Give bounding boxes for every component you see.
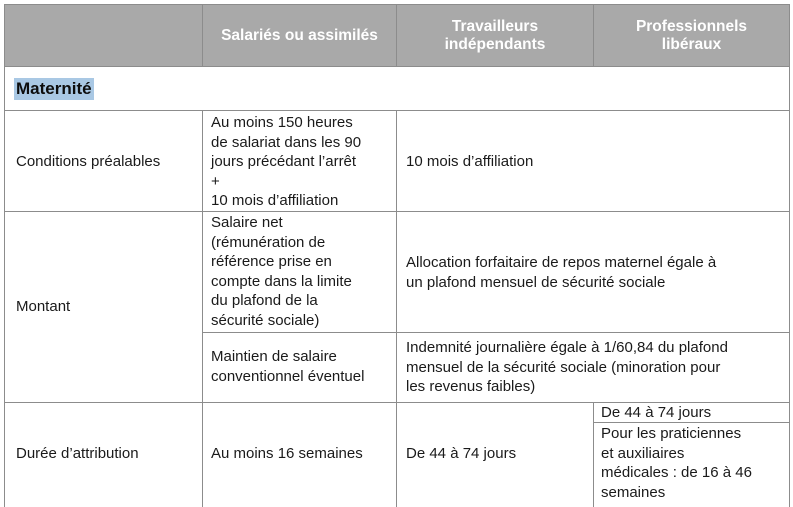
vline-col3-body — [593, 402, 594, 507]
montant-salaries-a-line: référence prise en — [211, 253, 332, 271]
header-liberaux-line1: Professionnels — [635, 17, 748, 35]
duree-liberaux-b-line: Pour les praticiennes — [601, 425, 742, 442]
montant-salaries-a-line: sécurité sociale) — [211, 311, 320, 329]
header-cell-salaries: Salariés ou assimilés — [203, 5, 396, 66]
duree-liberaux-b-line: et auxiliaires — [601, 444, 685, 462]
duree-liberaux-b-line: médicales : de 16 à 46 — [601, 464, 752, 482]
row-label-duree: Durée d’attribution — [16, 445, 139, 462]
header-liberaux-line2: libéraux — [661, 35, 722, 53]
hline-conditions-bottom — [4, 211, 790, 212]
duree-liberaux-b-line: semaines — [601, 483, 666, 501]
montant-salaries-a-line: compte dans la limite — [211, 272, 352, 290]
vline-col2-header — [396, 4, 397, 67]
montant-salaries-a-line: du plafond de la — [211, 292, 318, 310]
montant-salaries-a-line: Salaire net — [211, 214, 283, 231]
conditions-independants: 10 mois d’affiliation — [406, 153, 534, 170]
montant-independants-b-line: Indemnité journalière égale à 1/60,84 du plafond — [406, 339, 728, 356]
duree-liberaux-b — [601, 424, 752, 502]
duree-salaries: Au moins 16 semaines — [211, 445, 363, 462]
row-label-montant: Montant — [16, 298, 71, 315]
duree-liberaux-a: De 44 à 74 jours — [601, 404, 712, 421]
section-title-maternite: Maternité — [16, 79, 92, 98]
conditions-salaries-plus: + — [211, 172, 220, 190]
hline-header-bottom — [4, 66, 790, 67]
montant-salaries-a-line: (rémunération de — [211, 233, 326, 251]
conditions-salaries-line: 10 mois d’affiliation — [211, 192, 339, 210]
conditions-salaries-line: Au moins 150 heures — [211, 114, 353, 131]
conditions-salaries-line: de salariat dans les 90 — [211, 133, 362, 151]
vline-col1-body — [202, 110, 203, 507]
montant-salaries-a — [211, 213, 352, 331]
header-cell-independants — [397, 5, 593, 66]
hline-section-bottom — [4, 110, 790, 111]
table-border-top — [4, 4, 790, 5]
header-cell-empty — [5, 5, 202, 66]
header-independants-line1: Travailleurs — [451, 17, 539, 35]
vline-col1-header — [202, 4, 203, 67]
montant-independants-b-line: mensuel de la sécurité sociale (minoration pour — [406, 358, 721, 376]
table-border-right — [789, 4, 790, 507]
vline-col2-body — [396, 110, 397, 507]
conditions-salaries-line: jours précédant l’arrêt — [211, 153, 357, 171]
header-cell-liberaux — [594, 5, 789, 66]
duree-independants: De 44 à 74 jours — [406, 445, 517, 462]
montant-salaries-b-line: conventionnel éventuel — [211, 367, 365, 385]
header-independants-line2: indépendants — [444, 35, 546, 53]
montant-independants-b — [406, 338, 728, 397]
vline-col3-header — [593, 4, 594, 67]
montant-independants-b-line: les revenus faibles) — [406, 378, 536, 396]
conditions-salaries — [211, 113, 361, 211]
montant-salaries-b — [211, 347, 364, 386]
row-label-conditions: Conditions préalables — [16, 153, 161, 170]
montant-independants-a-line: Allocation forfaitaire de repos maternel égale à — [406, 254, 717, 271]
montant-independants-a-line: un plafond mensuel de sécurité sociale — [406, 273, 666, 291]
hline-montant-split — [202, 332, 790, 333]
montant-independants-a — [406, 253, 716, 292]
table-border-left — [4, 4, 5, 507]
montant-salaries-b-line: Maintien de salaire — [211, 348, 337, 365]
